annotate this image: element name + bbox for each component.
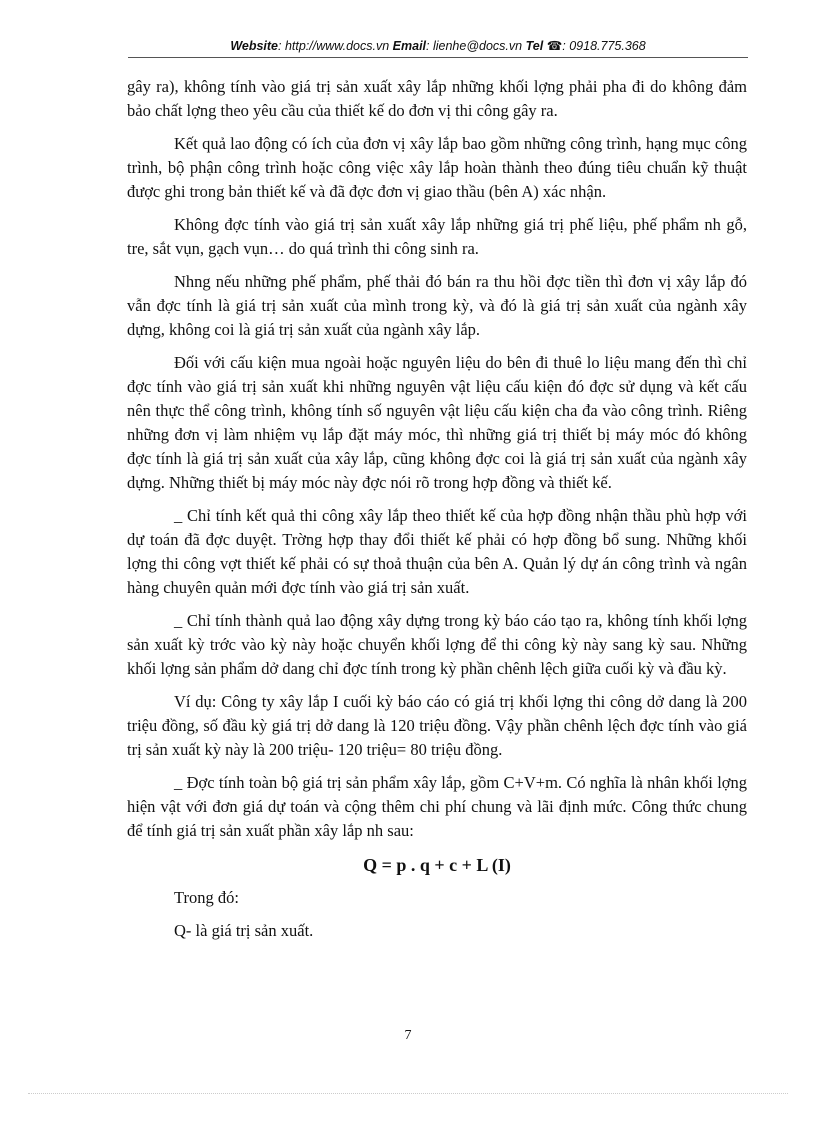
header-divider	[128, 57, 748, 58]
footer-divider	[28, 1093, 788, 1094]
paragraph: _ Chỉ tính kết quả thi công xây lắp theo thiết kế của hợp đồng nhận thầu phù hợp với dự toán đã đợc duyệt. Trờng hợp thay đổi thiết kế phải có hợp đồng bổ sung. Những khối lợng thi công vợt thiết kế phải có sự thoả thuận của bên A. Quản lý dự án công trình và ngân hàng chuyên quản mới đợc tính vào giá trị sản xuất.	[127, 506, 747, 597]
paragraph: Trong đó:	[174, 888, 239, 907]
paragraph: Đối với cấu kiện mua ngoài hoặc nguyên liệu do bên đi thuê lo liệu mang đến thì chỉ đợc tính vào giá trị sản xuất khi những nguyên vật liệu cấu kiện đó đợc sử dụng và kết cấu nên thực thể công trình, không tính số nguyên vật liệu cấu kiện cha đa vào công trình. Riêng những đơn vị làm nhiệm vụ lắp đặt máy móc, thì những giá trị thiết bị máy móc đó không đợc tính là giá trị sản xuất của xây lắp, cũng không đợc coi là giá trị sản xuất của ngành xây dựng. Những thiết bị máy móc này đợc nói rõ trong hợp đồng và thiết kế.	[127, 353, 747, 492]
paragraph: Ví dụ: Công ty xây lắp I cuối kỳ báo cáo có giá trị khối lợng thi công dở dang là 200 triệu đồng, số đầu kỳ giá trị dở dang là 120 triệu đồng. Vậy phần chênh lệch đợc tính vào giá trị sản xuất kỳ này là 200 triệu- 120 triệu= 80 triệu đồng.	[127, 692, 747, 759]
paragraph: Q- là giá trị sản xuất.	[174, 921, 314, 940]
page-number: 7	[404, 1028, 412, 1043]
formula: Q = p . q + c + L (I)	[363, 855, 511, 875]
paragraph: _ Đợc tính toàn bộ giá trị sản phẩm xây lắp, gồm C+V+m. Có nghĩa là nhân khối lợng hiện vật với đơn giá dự toán và cộng thêm chi phí chung và lãi định mức. Công thức chung để tính giá trị sản xuất phần xây lắp nh sau:	[127, 773, 747, 840]
paragraph: _ Chỉ tính thành quả lao động xây dựng trong kỳ báo cáo tạo ra, không tính khối lợng sản xuất kỳ trớc vào kỳ này hoặc chuyển khối lợng để thi công kỳ này sang kỳ sau. Những khối lợng sản phẩm dở dang chỉ đợc tính trong kỳ phần chênh lệch giữa cuối kỳ và đầu kỳ.	[127, 611, 747, 678]
paragraph: Kết quả lao động có ích của đơn vị xây lắp bao gồm những công trình, hạng mục công trình, bộ phận công trình hoặc công việc xây lắp hoàn thành theo đúng tiêu chuẩn kỹ thuật được ghi trong bản thiết kế và đã đợc đơn vị giao thầu (bên A) xác nhận.	[127, 134, 747, 201]
email-label: Email	[392, 39, 427, 53]
page-header	[128, 38, 748, 53]
website-value: : http://www.docs.vn	[278, 39, 390, 53]
paragraph: Không đợc tính vào giá trị sản xuất xây lắp những giá trị phế liệu, phế phẩm nh gỗ, tre, sắt vụn, gạch vụn… do quá trình thi công sinh ra.	[127, 215, 747, 258]
tel-value: : 0918.775.368	[562, 39, 646, 53]
website-label: Website	[230, 39, 279, 53]
paragraph: gây ra), không tính vào giá trị sản xuất xây lắp những khối lợng phải pha đi do không đảm bảo chất lợng theo yêu cầu của thiết kế do đơn vị thi công gây ra.	[127, 77, 747, 120]
email-value: : lienhe@docs.vn	[426, 39, 523, 53]
document-body	[127, 75, 747, 952]
paragraph: Nhng nếu những phế phẩm, phế thải đó bán ra thu hồi đợc tiền thì đơn vị xây lắp đó vẫn đợc tính là giá trị sản xuất của mình trong kỳ, và đó là giá trị sản xuất của ngành xây dựng, không coi là giá trị sản xuất của ngành xây lắp.	[127, 272, 747, 339]
tel-label: Tel	[525, 39, 544, 53]
telephone-icon: ☎	[546, 39, 563, 53]
